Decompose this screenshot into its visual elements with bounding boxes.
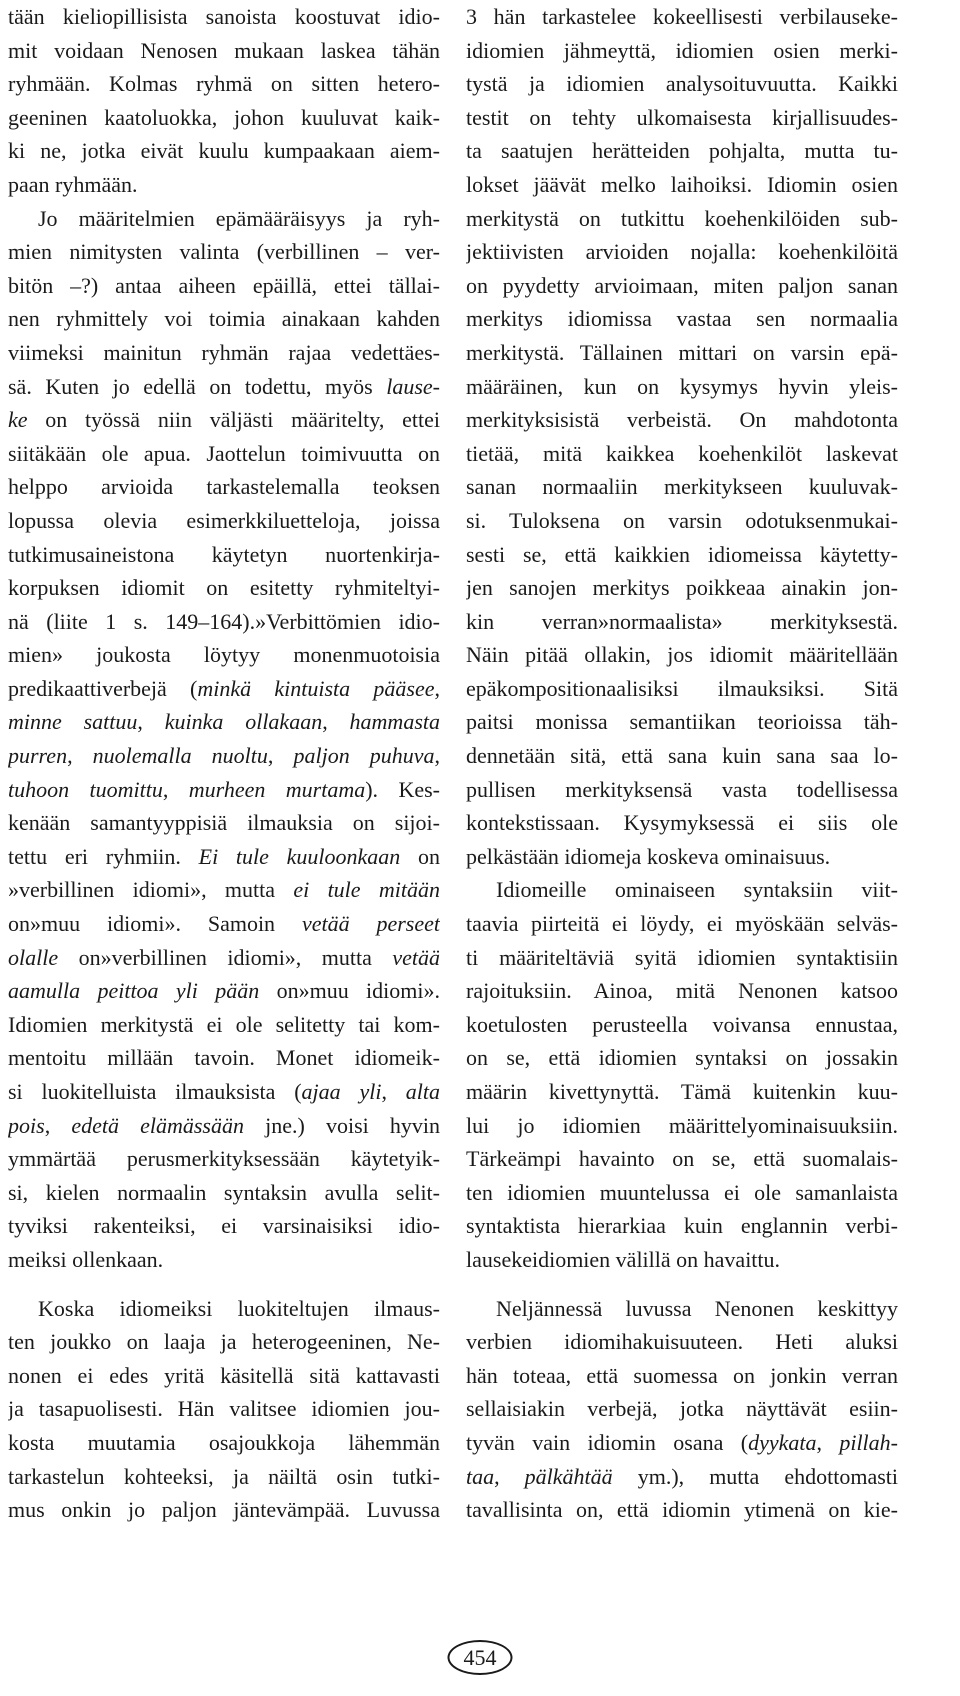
text-line <box>466 1176 898 1210</box>
text-segment: lokset jäävät melko laihoiksi. Idiomin osien <box>466 171 898 197</box>
paragraph-spacer <box>8 1277 440 1292</box>
text-segment: kosta muutamia osajoukkoja lähemmän <box>8 1429 440 1455</box>
italic-text: minne sattuu <box>8 709 138 735</box>
text-segment: siitäkään ole apua. Jaottelun toimivuutta on <box>8 440 440 466</box>
text-line <box>466 1041 898 1075</box>
text-segment: dennetään sitä, että sana kuin sana saa lo- <box>466 743 898 769</box>
text-segment: ten joukko on laaja ja heterogeeninen, Ne- <box>8 1329 440 1355</box>
text-line <box>8 34 440 68</box>
text-line <box>466 370 898 404</box>
text-line <box>466 134 898 168</box>
text-segment: , <box>434 675 440 701</box>
text-line <box>466 1243 898 1277</box>
italic-text: paljon puhuva <box>293 743 435 769</box>
text-line <box>8 538 440 572</box>
italic-text: edetä elämässään <box>71 1112 244 1138</box>
text-line <box>466 269 898 303</box>
italic-text: Ei tule kuuloonkaan <box>198 843 401 869</box>
text-segment: tietää, mitä kaikkea koehenkilöt laskevat <box>466 440 898 466</box>
italic-text: tuhoon tuomittu <box>8 776 163 802</box>
text-line <box>8 1359 440 1393</box>
text-segment: on»muu idiomi». Samoin <box>8 911 302 937</box>
text-segment: tyvän vain idiomin osana ( <box>466 1429 749 1455</box>
text-segment: lausekeidiomien välillä on havaittu. <box>466 1246 781 1272</box>
text-segment: mentoitu millään tavoin. Monet idiomeik- <box>8 1045 440 1071</box>
text-segment: , <box>494 1463 525 1489</box>
text-segment: Idiomien merkitystä ei ole selitetty tai kom- <box>8 1011 440 1037</box>
italic-text: pälkähtää <box>524 1463 613 1489</box>
text-segment: Neljännessä luvussa Nenonen keskittyy <box>496 1295 898 1321</box>
text-line <box>466 0 898 34</box>
text-segment: 3 hän tarkastelee kokeellisesti verbilauseke- <box>466 4 898 29</box>
text-segment: mit voidaan Nenosen mukaan laskea tähän <box>8 37 440 63</box>
text-line <box>8 1243 440 1277</box>
text-line <box>8 739 440 773</box>
text-segment: , <box>267 743 294 769</box>
text-segment: rajoituksiin. Ainoa, mitä Nenonen katsoo <box>466 978 898 1004</box>
text-segment: , <box>381 1079 406 1104</box>
text-segment: idiomien jähmeyttä, idiomien osien merki- <box>466 37 898 63</box>
text-segment: syntaktista hierarkiaa kuin englannin verbi- <box>466 1213 898 1239</box>
text-line <box>8 1426 440 1460</box>
text-line <box>466 403 898 437</box>
text-line <box>466 1109 898 1143</box>
text-segment: predikaattiverbejä ( <box>8 675 198 701</box>
text-line <box>466 1008 898 1042</box>
text-segment: Idiomeille ominaiseen syntaksiin viit- <box>496 877 898 903</box>
text-segment: paan ryhmään. <box>8 171 138 197</box>
text-segment: on <box>400 843 440 869</box>
text-line <box>466 840 898 874</box>
text-segment: taavia piirteitä ei löydy, ei myöskään selväs- <box>466 911 898 937</box>
italic-text: aamulla peittoa yli pään <box>8 978 260 1004</box>
text-segment: ti määriteltäviä syitä idiomien syntaktisiin <box>466 944 898 970</box>
text-segment: Jo määritelmien epämääräisyys ja ryh- <box>38 205 440 231</box>
left-text-column <box>8 0 440 1527</box>
text-segment: hän toteaa, että suomessa on jonkin verran <box>466 1362 898 1388</box>
text-segment: paitsi monissa semantiikan teorioissa täh- <box>466 709 898 735</box>
text-line <box>466 571 898 605</box>
italic-text: dyykata <box>748 1429 817 1455</box>
text-segment: tään kieliopillisista sanoista koostuvat idio- <box>8 4 440 29</box>
italic-text: hammasta <box>349 709 440 735</box>
text-segment: kontekstissaan. Kysymyksessä ei siis ole <box>466 810 898 836</box>
text-line <box>466 101 898 135</box>
text-segment: epäkompositionaalisiksi ilmauksiksi. Sitä <box>466 675 898 701</box>
text-segment: »verbillinen idiomi», mutta <box>8 877 294 903</box>
paragraph-spacer <box>466 1277 898 1292</box>
text-segment: merkityksisistä verbeistä. On mahdotonta <box>466 407 898 433</box>
text-segment: määräinen, kun on kysymys hyvin yleis- <box>466 373 898 399</box>
text-line <box>8 773 440 807</box>
text-segment: on pyydetty arvioimaan, miten paljon sanan <box>466 272 898 298</box>
text-line <box>466 336 898 370</box>
text-line <box>466 907 898 941</box>
text-segment: tutkimusaineistona käytetyn nuortenkirja- <box>8 541 440 567</box>
text-line <box>8 437 440 471</box>
text-segment: ja tasapuolisesti. Hän valitsee idiomien jou- <box>8 1396 440 1422</box>
text-line <box>8 269 440 303</box>
page-number: 454 <box>448 1640 513 1675</box>
text-line <box>8 638 440 672</box>
text-segment: merkitystä. Tällainen mittari on varsin epä- <box>466 339 898 365</box>
text-segment: ta saatujen herätteiden pohjalta, mutta tu- <box>466 138 898 164</box>
text-line <box>466 470 898 504</box>
italic-text: olalle <box>8 944 59 970</box>
italic-text: purren <box>8 743 68 769</box>
right-text-column <box>466 0 898 1527</box>
text-segment: on se, että idiomien syntaksi on jossakin <box>466 1045 898 1071</box>
text-line <box>8 705 440 739</box>
italic-text: pillah- <box>839 1429 898 1455</box>
text-segment: , <box>816 1429 840 1455</box>
text-segment: nonen ei edes yritä käsitellä sitä kattavasti <box>8 1362 440 1388</box>
text-segment: nen ryhmittely voi toimia ainakaan kahden <box>8 306 440 332</box>
text-segment: jne.) voisi hyvin <box>244 1112 440 1138</box>
text-segment: merkitys idiomissa vastaa sen normaalia <box>466 306 898 332</box>
text-segment: , <box>67 743 93 769</box>
text-line <box>8 1392 440 1426</box>
text-segment: tarkastelun kohteeksi, ja näiltä osin tutki- <box>8 1463 440 1489</box>
text-line <box>466 1359 898 1393</box>
text-line <box>8 873 440 907</box>
italic-text: taa <box>466 1463 495 1489</box>
text-line <box>8 1325 440 1359</box>
text-segment: tettu eri ryhmiin. <box>8 843 199 869</box>
text-line <box>8 336 440 370</box>
text-line <box>8 0 440 34</box>
text-segment: sä. Kuten jo edellä on todettu, myös <box>8 373 387 399</box>
text-segment: nä (liite 1 s. 149–164).»Verbittömien idio- <box>8 608 440 634</box>
text-segment: jektiivisten arvioiden nojalla: koehenkilöitä <box>466 239 898 265</box>
text-segment: testit on tehty ulkomaisesta kirjallisuudes- <box>466 104 898 130</box>
text-segment: ymmärtää perusmerkityksessään käytetyik- <box>8 1146 440 1172</box>
text-segment: viimeksi mainitun ryhmän rajaa vedettäes- <box>8 339 440 365</box>
text-line <box>8 840 440 874</box>
text-segment: korpuksen idiomit on esitetty ryhmiteltyi- <box>8 575 440 601</box>
text-line <box>8 470 440 504</box>
text-segment: on»verbillinen idiomi», mutta <box>58 944 393 970</box>
text-segment: kin verran»normaalista» merkityksestä. <box>466 608 898 634</box>
text-segment: ki ne, jotka eivät kuulu kumpaakaan aiem- <box>8 138 440 164</box>
text-segment: helppo arvioida tarkastelemalla teoksen <box>8 474 440 500</box>
text-segment: lui jo idiomien määrittelyominaisuuksiin. <box>466 1112 898 1138</box>
text-line <box>466 705 898 739</box>
text-segment: , <box>162 776 189 802</box>
italic-text: vetää <box>392 944 440 970</box>
text-line <box>8 1109 440 1143</box>
text-segment: tyviksi rakenteiksi, ei varsinaisiksi idio- <box>8 1213 440 1239</box>
text-line <box>8 907 440 941</box>
text-segment: si luokitelluista ilmauksista ( <box>8 1079 302 1104</box>
text-line <box>8 67 440 101</box>
text-line <box>466 1392 898 1426</box>
text-line <box>8 1209 440 1243</box>
text-line <box>8 974 440 1008</box>
text-segment: , <box>44 1112 72 1138</box>
text-line <box>466 1075 898 1109</box>
italic-text: minkä kintuista pääsee <box>197 675 435 701</box>
text-line <box>466 1142 898 1176</box>
text-segment: mien nimitysten valinta (verbillinen – ver- <box>8 239 440 265</box>
italic-text: murheen murtama <box>188 776 366 802</box>
text-segment: meiksi ollenkaan. <box>8 1246 164 1272</box>
text-line <box>8 370 440 404</box>
text-line <box>466 437 898 471</box>
text-line <box>8 571 440 605</box>
text-line <box>8 672 440 706</box>
text-segment: ryhmään. Kolmas ryhmä on sitten hetero- <box>8 71 440 97</box>
text-segment: verbien idiomihakuisuuteen. Heti aluksi <box>466 1329 898 1355</box>
text-line <box>466 605 898 639</box>
text-line <box>466 638 898 672</box>
text-segment: sellaisiakin verbejä, jotka näyttävät esiin- <box>466 1396 898 1422</box>
text-line <box>8 1075 440 1109</box>
text-line <box>466 806 898 840</box>
text-segment: Näin pitää ollakin, jos idiomit määritellään <box>466 642 898 668</box>
text-segment: mien» joukosta löytyy monenmuotoisia <box>8 642 440 668</box>
text-segment: tystä ja idiomien analysoituvuutta. Kaikki <box>466 71 898 97</box>
text-line <box>466 1426 898 1460</box>
text-line <box>8 941 440 975</box>
text-segment: kenään samantyyppisiä ilmauksia on sijoi- <box>8 810 440 836</box>
text-line <box>8 1142 440 1176</box>
italic-text: vetää perseet <box>301 911 440 937</box>
text-segment: on työssä niin väljästi määritelty, ettei <box>27 407 440 433</box>
text-segment: , <box>137 709 165 735</box>
text-line <box>8 1008 440 1042</box>
text-segment: , <box>434 743 440 769</box>
italic-text: ke <box>8 407 28 433</box>
text-line <box>466 672 898 706</box>
text-segment: lopussa olevia esimerkkiluetteloja, joissa <box>8 507 440 533</box>
italic-text: ajaa yli <box>301 1079 382 1104</box>
text-line <box>8 101 440 135</box>
text-segment: si. Tuloksena on varsin odotuksenmukai- <box>466 507 898 533</box>
text-line <box>466 1460 898 1494</box>
text-segment: pelkästään idiomeja koskeva ominaisuus. <box>466 843 831 869</box>
text-line <box>466 873 898 907</box>
italic-text: nuolemalla nuoltu <box>92 743 268 769</box>
text-segment: ym.), mutta ehdottomasti <box>612 1463 898 1489</box>
text-segment: ten idiomien muuntelussa ei ole samanlaista <box>466 1179 898 1205</box>
text-line <box>466 538 898 572</box>
text-line <box>8 202 440 236</box>
italic-text: pois <box>8 1112 45 1138</box>
text-line <box>466 67 898 101</box>
text-line <box>466 168 898 202</box>
text-line <box>466 302 898 336</box>
text-line <box>466 1209 898 1243</box>
text-segment: Tärkeämpi havainto on se, että suomalais- <box>466 1146 898 1172</box>
text-line <box>8 806 440 840</box>
text-line <box>8 302 440 336</box>
text-line <box>8 1292 440 1326</box>
text-line <box>8 1493 440 1527</box>
text-line <box>466 235 898 269</box>
text-line <box>466 739 898 773</box>
text-line <box>8 504 440 538</box>
text-line <box>466 974 898 1008</box>
text-line <box>466 504 898 538</box>
text-segment: mus onkin jo paljon jäntevämpää. Luvussa <box>8 1497 440 1523</box>
text-segment: määrin kivettynyttä. Tämä kuitenkin kuu- <box>466 1079 898 1104</box>
text-line <box>8 1460 440 1494</box>
text-line <box>8 1176 440 1210</box>
italic-text: alta <box>405 1079 440 1104</box>
text-line <box>466 202 898 236</box>
italic-text: kuinka ollakaan <box>164 709 323 735</box>
text-segment: Koska idiomeiksi luokiteltujen ilmaus- <box>38 1295 440 1321</box>
text-line <box>466 1292 898 1326</box>
italic-text: lause- <box>386 373 440 399</box>
text-line <box>8 403 440 437</box>
text-segment: sesti se, että kaikkien idiomeissa käytetty- <box>466 541 898 567</box>
text-line <box>8 168 440 202</box>
text-segment: si, kielen normaalin syntaksin avulla selit- <box>8 1179 440 1205</box>
italic-text: ei tule mitään <box>293 877 440 903</box>
text-segment: , <box>322 709 350 735</box>
text-line <box>466 1493 898 1527</box>
text-segment: on»muu idiomi». <box>259 978 440 1004</box>
text-segment: geeninen kaatoluokka, johon kuuluvat kaik- <box>8 104 440 130</box>
text-segment: koetulosten perusteella voivansa ennustaa, <box>466 1011 898 1037</box>
text-segment: ). Kes- <box>365 776 440 802</box>
text-segment: pullisen merkityksensä vasta todellisessa <box>466 776 898 802</box>
text-line <box>8 235 440 269</box>
text-line <box>466 773 898 807</box>
text-segment: bitön –?) antaa aiheen epäillä, ettei tällai- <box>8 272 440 298</box>
text-line <box>466 1325 898 1359</box>
text-segment: sanan normaaliin merkitykseen kuuluvak- <box>466 474 898 500</box>
text-line <box>466 941 898 975</box>
text-line <box>8 1041 440 1075</box>
text-segment: merkitystä on tutkittu koehenkilöiden sub- <box>466 205 898 231</box>
text-segment: jen sanojen merkitys poikkeaa ainakin jon- <box>466 575 898 601</box>
text-line <box>466 34 898 68</box>
text-line <box>8 134 440 168</box>
text-line <box>8 605 440 639</box>
text-segment: tavallisinta on, että idiomin ytimenä on kie- <box>466 1497 898 1523</box>
